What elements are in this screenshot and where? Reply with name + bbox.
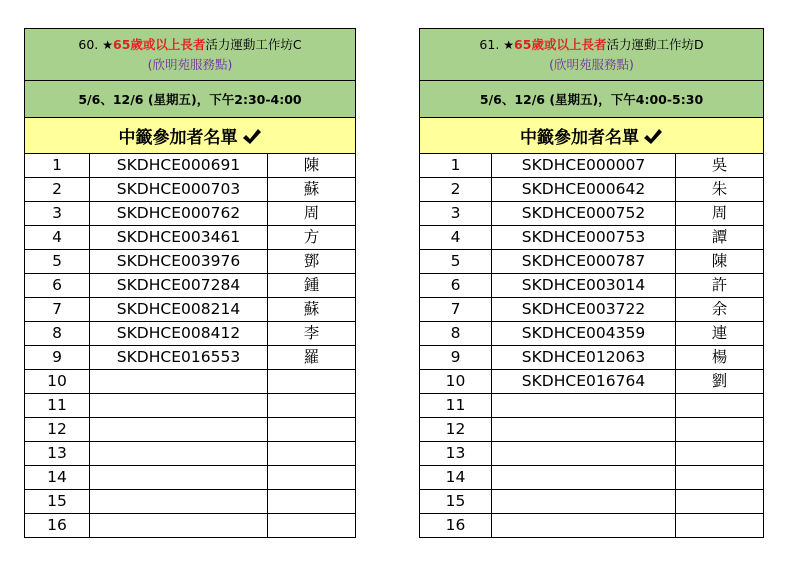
row-number: 15	[420, 490, 492, 514]
table-row	[25, 490, 356, 514]
workshop-number: 60.	[78, 37, 103, 52]
row-number: 11	[420, 394, 492, 418]
workshop-title	[420, 29, 764, 81]
table-row	[420, 370, 764, 394]
participant-surname	[268, 370, 356, 394]
star-icon: ★	[503, 38, 515, 52]
participant-surname: 楊	[676, 346, 764, 370]
star-icon: ★	[102, 38, 113, 52]
schedule-row	[25, 81, 356, 118]
participant-surname	[676, 466, 764, 490]
participant-code: SKDHCE003722	[492, 298, 676, 322]
participant-code	[90, 514, 268, 538]
participant-code: SKDHCE003976	[90, 250, 268, 274]
workshop-number: 61.	[479, 37, 504, 52]
participant-code: SKDHCE000007	[492, 154, 676, 178]
table-row	[420, 178, 764, 202]
participant-code: SKDHCE008412	[90, 322, 268, 346]
row-number: 7	[420, 298, 492, 322]
row-number: 2	[420, 178, 492, 202]
table-row	[25, 154, 356, 178]
list-header-text: 中籤參加者名單	[520, 128, 640, 148]
participant-code: SKDHCE000703	[90, 178, 268, 202]
row-number: 1	[420, 154, 492, 178]
table-row	[420, 298, 764, 322]
participant-code: SKDHCE000753	[492, 226, 676, 250]
participant-code	[90, 394, 268, 418]
schedule-text: 5/6、12/6 (星期五)，下午4:00-5:30	[420, 81, 764, 118]
participant-code: SKDHCE000787	[492, 250, 676, 274]
participant-code: SKDHCE000762	[90, 202, 268, 226]
row-number: 8	[420, 322, 492, 346]
row-number: 15	[25, 490, 90, 514]
participant-surname	[676, 490, 764, 514]
participant-code	[90, 370, 268, 394]
row-number: 10	[420, 370, 492, 394]
row-number: 13	[25, 442, 90, 466]
participant-surname: 周	[676, 202, 764, 226]
participant-surname	[268, 490, 356, 514]
participant-surname	[676, 514, 764, 538]
participant-surname	[268, 442, 356, 466]
row-number: 8	[25, 322, 90, 346]
participant-surname: 鍾	[268, 274, 356, 298]
age-highlight: 65歲或以上長者	[113, 37, 206, 52]
table-row	[25, 322, 356, 346]
participant-surname	[676, 394, 764, 418]
participant-surname: 方	[268, 226, 356, 250]
participant-code	[492, 442, 676, 466]
participant-surname: 吳	[676, 154, 764, 178]
table-row	[420, 274, 764, 298]
participant-surname: 蘇	[268, 298, 356, 322]
schedule-text: 5/6、12/6 (星期五)，下午2:30-4:00	[25, 81, 356, 118]
participant-code: SKDHCE003461	[90, 226, 268, 250]
participant-code: SKDHCE008214	[90, 298, 268, 322]
table-row	[25, 346, 356, 370]
row-number: 4	[420, 226, 492, 250]
table-row	[420, 226, 764, 250]
row-number: 13	[420, 442, 492, 466]
list-header	[420, 118, 764, 154]
title-row	[25, 29, 356, 81]
table-row	[25, 250, 356, 274]
participant-code: SKDHCE004359	[492, 322, 676, 346]
participant-code	[492, 418, 676, 442]
row-number: 16	[25, 514, 90, 538]
table-row	[25, 274, 356, 298]
list-header-row	[25, 118, 356, 154]
table-row	[420, 154, 764, 178]
row-number: 6	[420, 274, 492, 298]
participant-code	[90, 442, 268, 466]
list-header	[25, 118, 356, 154]
row-number: 9	[25, 346, 90, 370]
participant-code: SKDHCE003014	[492, 274, 676, 298]
table-row	[25, 298, 356, 322]
title-row	[420, 29, 764, 81]
table-row	[420, 322, 764, 346]
row-number: 4	[25, 226, 90, 250]
table-row	[25, 202, 356, 226]
participant-code	[90, 490, 268, 514]
title-line	[25, 35, 355, 55]
check-icon	[242, 128, 262, 146]
table-row	[420, 490, 764, 514]
row-number: 3	[25, 202, 90, 226]
location-label: (欣明苑服務點)	[549, 57, 634, 72]
participant-surname: 蘇	[268, 178, 356, 202]
title-line	[420, 35, 763, 55]
participant-surname	[268, 514, 356, 538]
list-header-text: 中籤參加者名單	[118, 128, 238, 148]
workshop-table-c	[24, 28, 356, 538]
participant-code: SKDHCE000691	[90, 154, 268, 178]
row-number: 10	[25, 370, 90, 394]
table-row	[420, 442, 764, 466]
participant-code	[492, 514, 676, 538]
participant-code	[90, 466, 268, 490]
participant-surname: 劉	[676, 370, 764, 394]
table-row	[25, 442, 356, 466]
row-number: 11	[25, 394, 90, 418]
participant-code: SKDHCE012063	[492, 346, 676, 370]
row-number: 9	[420, 346, 492, 370]
table-row	[420, 346, 764, 370]
table-row	[420, 514, 764, 538]
participant-surname: 連	[676, 322, 764, 346]
location-label: (欣明苑服務點)	[147, 57, 233, 72]
row-number: 12	[420, 418, 492, 442]
row-number: 3	[420, 202, 492, 226]
participant-surname	[268, 466, 356, 490]
workshop-name: 活力運動工作坊D	[606, 37, 704, 52]
participant-code: SKDHCE000752	[492, 202, 676, 226]
participant-surname	[676, 442, 764, 466]
row-number: 14	[420, 466, 492, 490]
participant-surname: 許	[676, 274, 764, 298]
row-number: 5	[25, 250, 90, 274]
participant-surname: 朱	[676, 178, 764, 202]
row-number: 2	[25, 178, 90, 202]
table-row	[25, 370, 356, 394]
row-number: 1	[25, 154, 90, 178]
participant-surname: 李	[268, 322, 356, 346]
participant-code: SKDHCE000642	[492, 178, 676, 202]
schedule-row	[420, 81, 764, 118]
row-number: 7	[25, 298, 90, 322]
table-row	[420, 466, 764, 490]
participant-surname: 陳	[268, 154, 356, 178]
participant-code: SKDHCE016553	[90, 346, 268, 370]
table-row	[25, 178, 356, 202]
participant-surname: 羅	[268, 346, 356, 370]
workshop-table-d	[419, 28, 764, 538]
participant-surname: 余	[676, 298, 764, 322]
participant-code	[492, 490, 676, 514]
table-row	[420, 418, 764, 442]
table-row	[25, 466, 356, 490]
participant-surname	[268, 418, 356, 442]
table-row	[25, 514, 356, 538]
participant-code	[492, 466, 676, 490]
check-icon	[643, 128, 663, 146]
participant-surname	[676, 418, 764, 442]
participant-surname: 鄧	[268, 250, 356, 274]
table-row	[25, 226, 356, 250]
participant-surname: 陳	[676, 250, 764, 274]
participant-code	[492, 394, 676, 418]
workshop-name: 活力運動工作坊C	[205, 37, 302, 52]
participant-surname	[268, 394, 356, 418]
workshop-title	[25, 29, 356, 81]
table-row	[25, 418, 356, 442]
participant-code: SKDHCE016764	[492, 370, 676, 394]
row-number: 12	[25, 418, 90, 442]
table-row	[420, 202, 764, 226]
list-header-row	[420, 118, 764, 154]
participant-code	[90, 418, 268, 442]
participant-surname: 譚	[676, 226, 764, 250]
table-row	[420, 394, 764, 418]
table-row	[420, 250, 764, 274]
participant-surname: 周	[268, 202, 356, 226]
participant-code: SKDHCE007284	[90, 274, 268, 298]
age-highlight: 65歲或以上長者	[514, 37, 607, 52]
row-number: 14	[25, 466, 90, 490]
table-row	[25, 394, 356, 418]
row-number: 16	[420, 514, 492, 538]
row-number: 5	[420, 250, 492, 274]
row-number: 6	[25, 274, 90, 298]
